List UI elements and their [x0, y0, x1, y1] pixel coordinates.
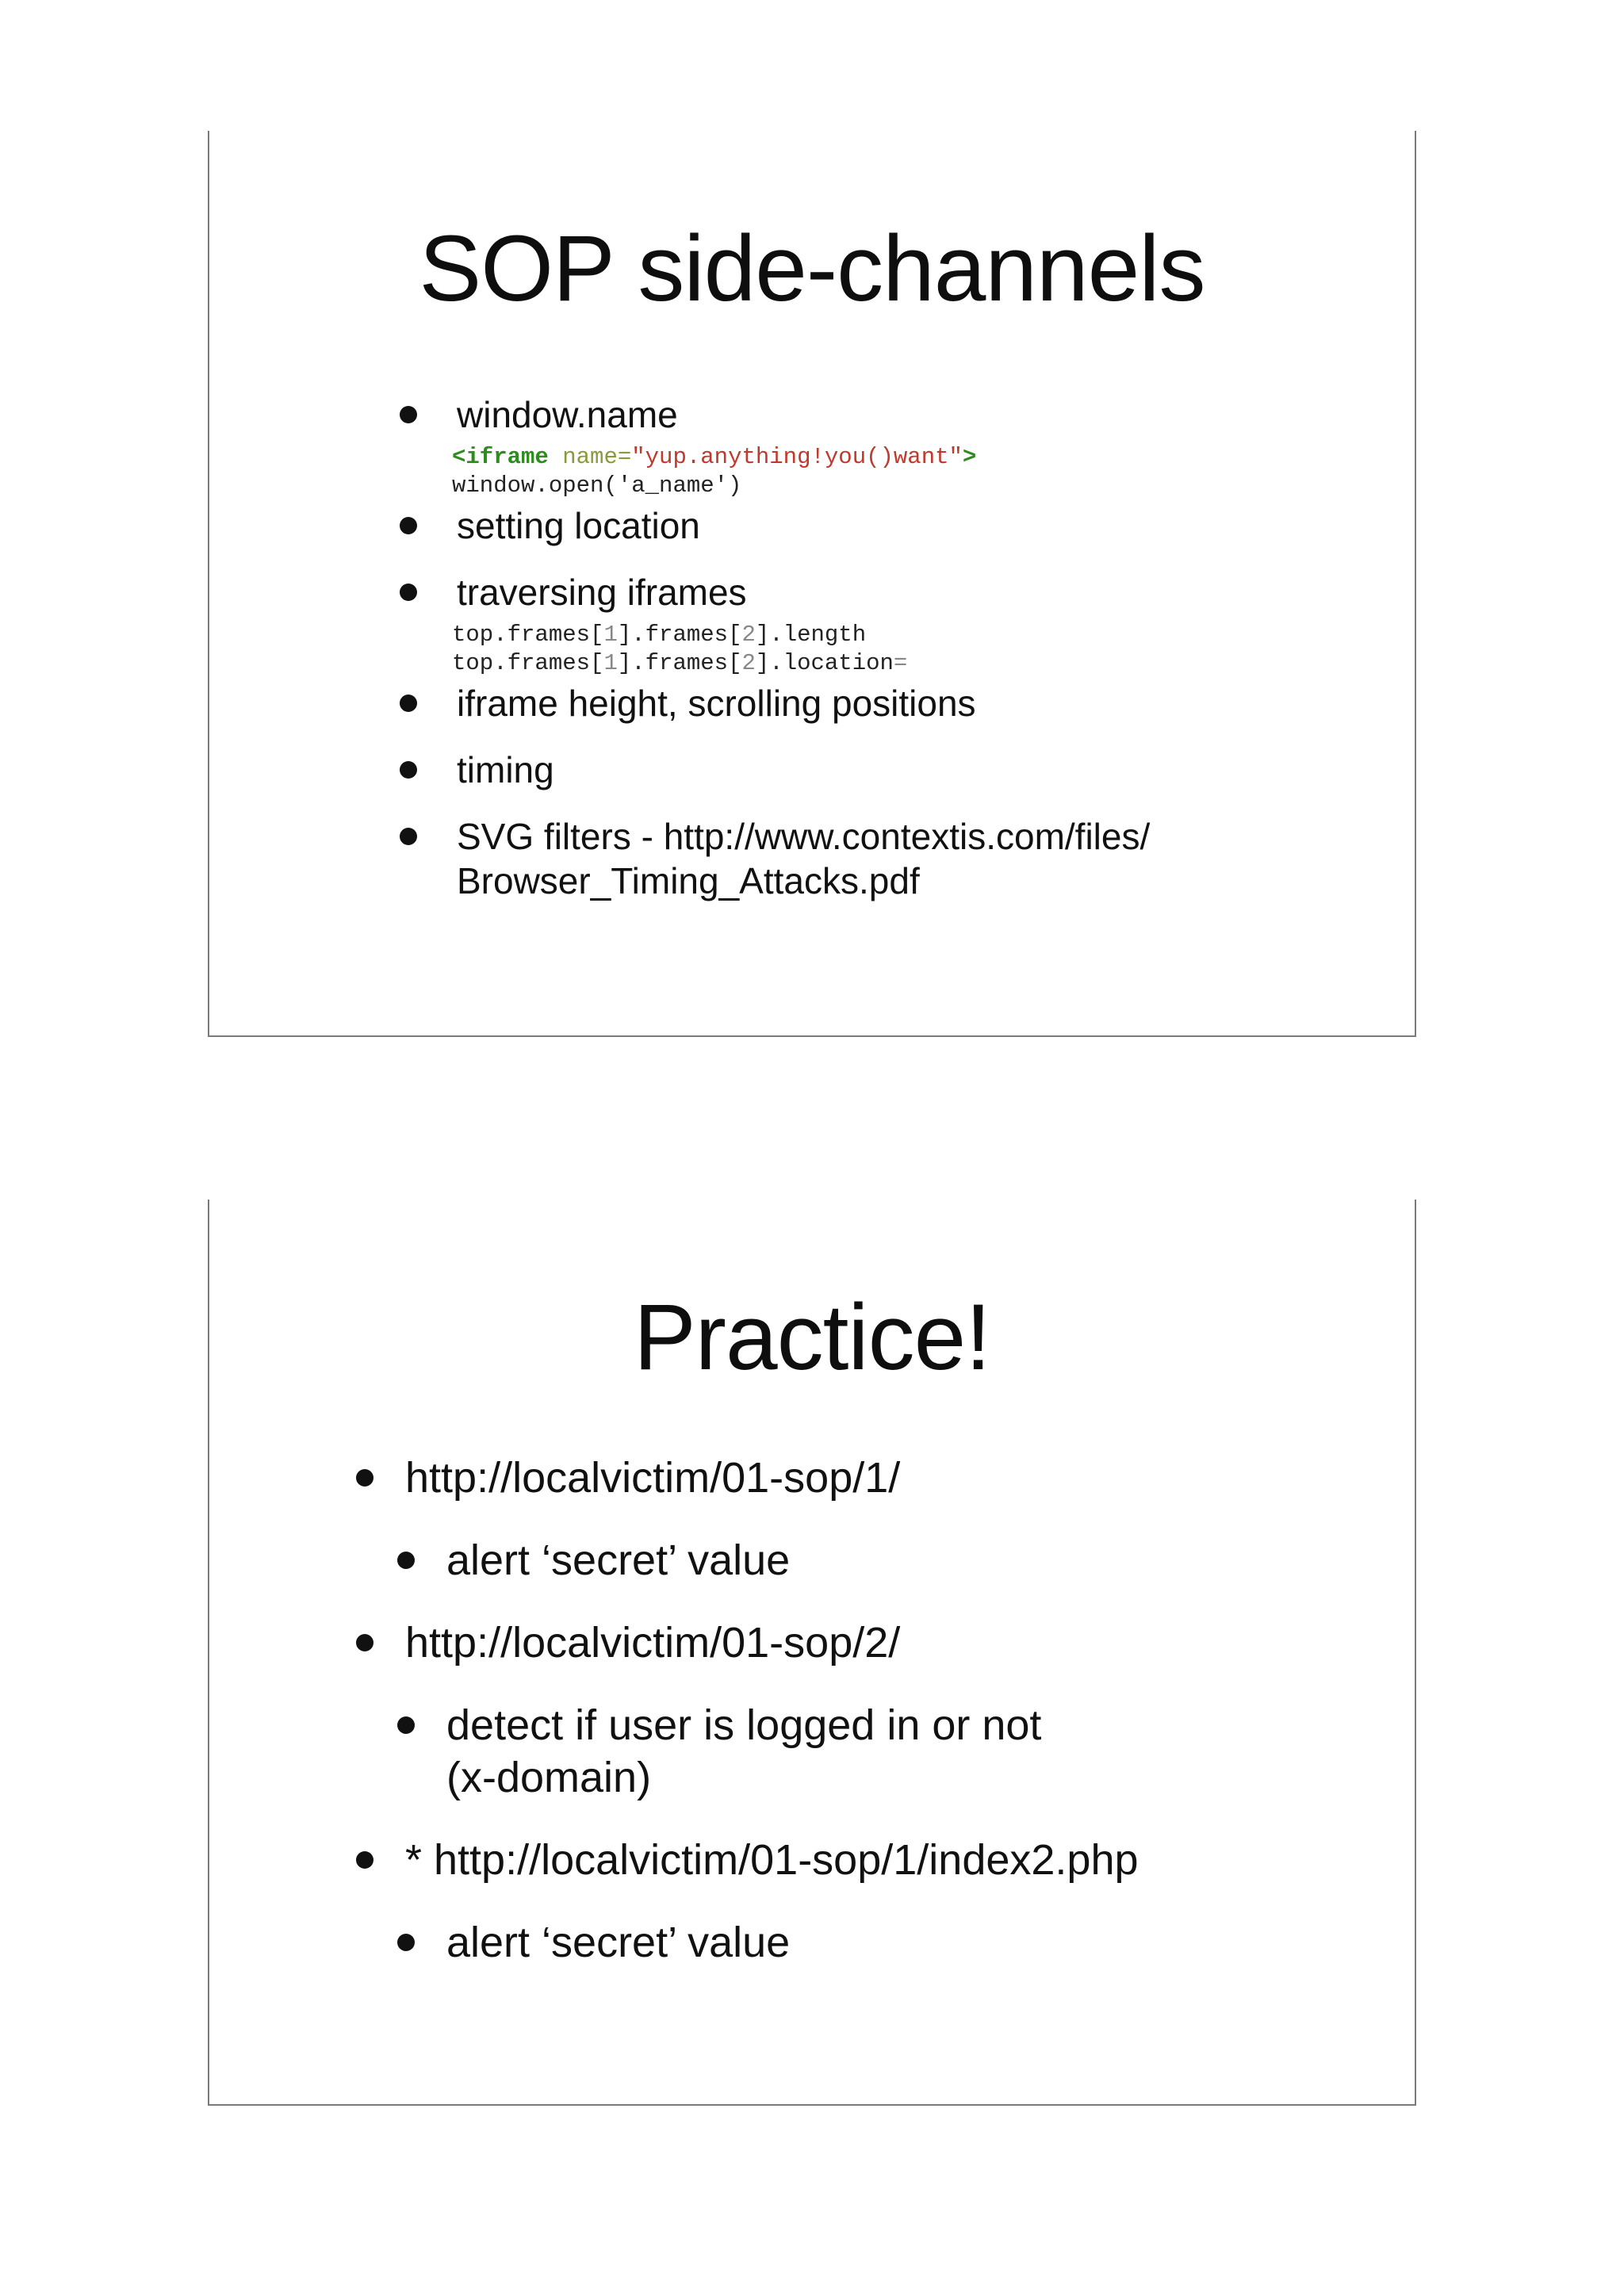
list-item-svg-filters: [400, 814, 1351, 903]
list-item-setting-location: [400, 503, 1351, 548]
item-text-line1: detect if user is logged in or not: [446, 1701, 1042, 1749]
list-item-timing: [400, 748, 1351, 792]
bullet-icon: [400, 828, 417, 845]
item-text: alert ‘secret’ value: [446, 1919, 791, 1966]
bullet-icon: [356, 1851, 373, 1869]
item-text: timing: [457, 749, 554, 790]
list-item-sop1-url: [356, 1452, 1347, 1504]
slide-title: SOP side-channels: [419, 216, 1205, 321]
bullet-icon: [400, 695, 417, 712]
item-text: http://localvictim/01-sop/2/: [405, 1619, 901, 1667]
list-item-detect-logged-in: [397, 1699, 1347, 1804]
list-item-traversing-iframes: [400, 570, 1351, 678]
bullet-list: [400, 392, 1351, 903]
item-text: alert ‘secret’ value: [446, 1536, 791, 1584]
bullet-icon: [397, 1552, 415, 1569]
list-item-index2-url: [356, 1834, 1347, 1886]
bullet-icon: [400, 406, 417, 423]
item-text-line2: (x-domain): [446, 1754, 652, 1801]
item-text: window.name: [457, 394, 678, 435]
list-item-alert-secret: [397, 1534, 1347, 1586]
bullet-icon: [397, 1716, 415, 1734]
item-text: http://localvictim/01-sop/1/: [405, 1454, 901, 1502]
bullet-icon: [397, 1934, 415, 1951]
code-snippet-window-name: <iframe name="yup.anything!you()want"> window.open('a_name'): [452, 444, 977, 499]
code-snippet-iframes: top.frames[1].frames[2].length top.frames[1].frames[2].location=: [452, 622, 908, 676]
list-item-window-name: [400, 392, 1351, 500]
list-item-sop2-url: [356, 1617, 1347, 1669]
item-text: traversing iframes: [457, 572, 747, 613]
item-text: * http://localvictim/01-sop/1/index2.php: [405, 1836, 1139, 1884]
bullet-icon: [356, 1634, 373, 1651]
item-text-line2: Browser_Timing_Attacks.pdf: [457, 860, 920, 901]
bullet-icon: [400, 761, 417, 779]
bullet-icon: [400, 517, 417, 534]
slide-practice: [208, 1200, 1416, 2106]
list-item-iframe-height: [400, 681, 1351, 725]
bullet-list: [356, 1452, 1347, 1969]
bullet-icon: [400, 584, 417, 601]
slide-title: Practice!: [633, 1285, 991, 1390]
item-text: setting location: [457, 505, 700, 546]
bullet-icon: [356, 1469, 373, 1487]
item-text: iframe height, scrolling positions: [457, 683, 976, 724]
slide-sop-side-channels: [208, 131, 1416, 1037]
list-item-alert-secret-2: [397, 1916, 1347, 1969]
item-text-line1: SVG filters - http://www.contextis.com/files/: [457, 816, 1151, 857]
